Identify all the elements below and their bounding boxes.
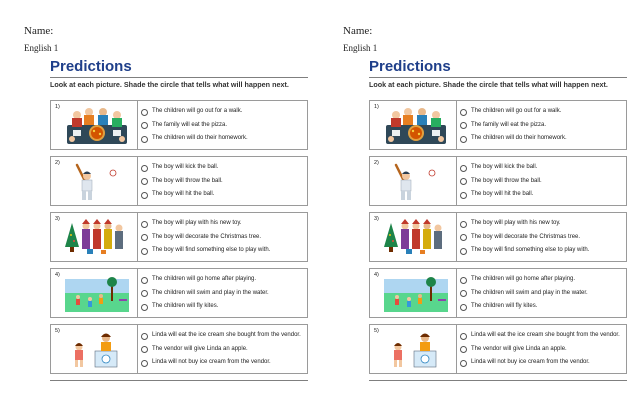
question-5 [50,324,308,374]
question-number: 1) [55,104,60,110]
answer-options [141,105,305,146]
divider [456,325,457,373]
course-label: English 1 [24,43,59,53]
answer-text: The boy will hit the ball. [152,191,215,198]
answer-option[interactable] [460,346,624,354]
answer-text: The vendor will give Linda an apple. [152,345,248,352]
answer-text: The boy will throw the ball. [471,177,542,184]
answer-option[interactable] [460,178,624,186]
answer-bubble[interactable] [141,333,148,340]
answer-text: The children will do their homework. [471,135,567,142]
answer-bubble[interactable] [460,165,467,172]
answer-text: The boy will kick the ball. [471,164,538,171]
answer-bubble[interactable] [141,290,148,297]
bottom-rule [369,380,627,381]
answer-bubble[interactable] [460,234,467,241]
answer-option[interactable] [141,178,305,186]
answer-text: The boy will play with his new toy. [471,220,561,227]
answer-text: The children will fly kites. [471,303,538,310]
answer-bubble[interactable] [141,122,148,129]
answer-bubble[interactable] [460,136,467,143]
ice-cream-cart-illustration [63,329,131,370]
answer-option[interactable] [141,234,305,242]
answer-bubble[interactable] [460,333,467,340]
baseball-boy-illustration [63,161,131,202]
divider [456,213,457,261]
answer-text: The children will swim and play in the water. [152,289,269,296]
answer-text: The boy will decorate the Christmas tree. [471,233,581,240]
worksheet-right [319,0,638,417]
answer-bubble[interactable] [141,178,148,185]
answer-options [141,161,305,202]
answer-bubble[interactable] [460,248,467,255]
divider [137,101,138,149]
answer-text: The children will go home after playing. [152,276,257,283]
question-number: 2) [374,160,379,166]
answer-bubble[interactable] [460,346,467,353]
worksheet [369,58,627,381]
answer-text: The children will go out for a walk. [152,108,243,115]
answer-text: The children will do their homework. [152,135,248,142]
answer-options [460,329,624,370]
divider [456,101,457,149]
question-2 [369,156,627,206]
answer-text: The children will swim and play in the water. [471,289,588,296]
answer-text: The children will fly kites. [152,303,219,310]
answer-bubble[interactable] [141,221,148,228]
answer-option[interactable] [141,220,305,228]
answer-option[interactable] [460,332,624,340]
question-number: 4) [55,272,60,278]
answer-text: The boy will hit the ball. [471,191,534,198]
answer-option[interactable] [141,346,305,354]
answer-bubble[interactable] [141,136,148,143]
answer-bubble[interactable] [460,360,467,367]
answer-text: The vendor will give Linda an apple. [471,345,567,352]
answer-options [460,105,624,146]
answer-text: The family will eat the pizza. [152,121,228,128]
answer-option[interactable] [460,276,624,284]
answer-bubble[interactable] [460,290,467,297]
answer-option[interactable] [460,234,624,242]
christmas-family-illustration [63,217,131,258]
answer-option[interactable] [460,247,624,255]
worksheet-title: Predictions [50,58,132,75]
answer-text: The boy will find something else to play with. [471,247,590,254]
name-label: Name: [24,25,54,37]
answer-option[interactable] [141,276,305,284]
pizza-table-illustration [382,105,450,146]
answer-option[interactable] [460,135,624,143]
instructions: Look at each picture. Shade the circle that tells what will happen next. [369,80,608,89]
divider [137,325,138,373]
answer-option[interactable] [460,108,624,116]
answer-bubble[interactable] [141,109,148,116]
answer-option[interactable] [141,164,305,172]
answer-option[interactable] [141,191,305,199]
answer-text: The children will go out for a walk. [471,108,562,115]
answer-option[interactable] [141,108,305,116]
answer-text: Linda will eat the ice cream she bought from the vendor. [471,332,620,339]
question-3 [50,212,308,262]
answer-option[interactable] [141,332,305,340]
divider [137,213,138,261]
question-number: 3) [374,216,379,222]
answer-option[interactable] [141,359,305,367]
answer-bubble[interactable] [460,109,467,116]
answer-option[interactable] [460,290,624,298]
answer-options [460,273,624,314]
answer-option[interactable] [460,164,624,172]
answer-bubble[interactable] [141,234,148,241]
answer-bubble[interactable] [141,360,148,367]
answer-bubble[interactable] [141,304,148,311]
answer-text: The boy will kick the ball. [152,164,219,171]
answer-text: Linda will not buy ice cream from the vendor. [471,359,590,366]
answer-bubble[interactable] [460,192,467,199]
answer-bubble[interactable] [460,178,467,185]
divider [456,157,457,205]
answer-options [141,329,305,370]
answer-bubble[interactable] [460,304,467,311]
bottom-rule [50,380,308,381]
pizza-table-illustration [63,105,131,146]
question-5 [369,324,627,374]
question-3 [369,212,627,262]
title-divider [50,77,308,78]
question-number: 3) [55,216,60,222]
answer-option[interactable] [141,135,305,143]
question-number: 2) [55,160,60,166]
answer-text: The boy will throw the ball. [152,177,223,184]
worksheet [50,58,308,381]
instructions: Look at each picture. Shade the circle that tells what will happen next. [50,80,289,89]
answer-options [460,217,624,258]
answer-text: The boy will decorate the Christmas tree. [152,233,262,240]
worksheet-title: Predictions [369,58,451,75]
answer-bubble[interactable] [141,165,148,172]
divider [137,269,138,317]
answer-bubble[interactable] [460,221,467,228]
name-label: Name: [343,25,373,37]
answer-text: Linda will not buy ice cream from the vendor. [152,359,271,366]
question-number: 4) [374,272,379,278]
park-children-illustration [63,273,131,314]
answer-option[interactable] [141,247,305,255]
answer-bubble[interactable] [460,277,467,284]
question-number: 1) [374,104,379,110]
title-divider [369,77,627,78]
answer-bubble[interactable] [141,277,148,284]
course-label: English 1 [343,43,378,53]
answer-option[interactable] [141,290,305,298]
question-number: 5) [55,328,60,334]
park-children-illustration [382,273,450,314]
question-2 [50,156,308,206]
question-1 [50,100,308,150]
answer-bubble[interactable] [141,346,148,353]
answer-text: The family will eat the pizza. [471,121,547,128]
answer-options [141,217,305,258]
question-number: 5) [374,328,379,334]
answer-text: Linda will eat the ice cream she bought from the vendor. [152,332,301,339]
answer-options [460,161,624,202]
answer-option[interactable] [460,122,624,130]
answer-options [141,273,305,314]
answer-bubble[interactable] [141,192,148,199]
divider [137,157,138,205]
baseball-boy-illustration [382,161,450,202]
answer-bubble[interactable] [460,122,467,129]
answer-option[interactable] [141,303,305,311]
answer-option[interactable] [460,359,624,367]
answer-option[interactable] [141,122,305,130]
divider [456,269,457,317]
question-1 [369,100,627,150]
question-4 [369,268,627,318]
question-4 [50,268,308,318]
christmas-family-illustration [382,217,450,258]
answer-option[interactable] [460,303,624,311]
answer-text: The boy will find something else to play with. [152,247,271,254]
answer-text: The boy will play with his new toy. [152,220,242,227]
answer-option[interactable] [460,191,624,199]
ice-cream-cart-illustration [382,329,450,370]
answer-text: The children will go home after playing. [471,276,576,283]
answer-option[interactable] [460,220,624,228]
answer-bubble[interactable] [141,248,148,255]
